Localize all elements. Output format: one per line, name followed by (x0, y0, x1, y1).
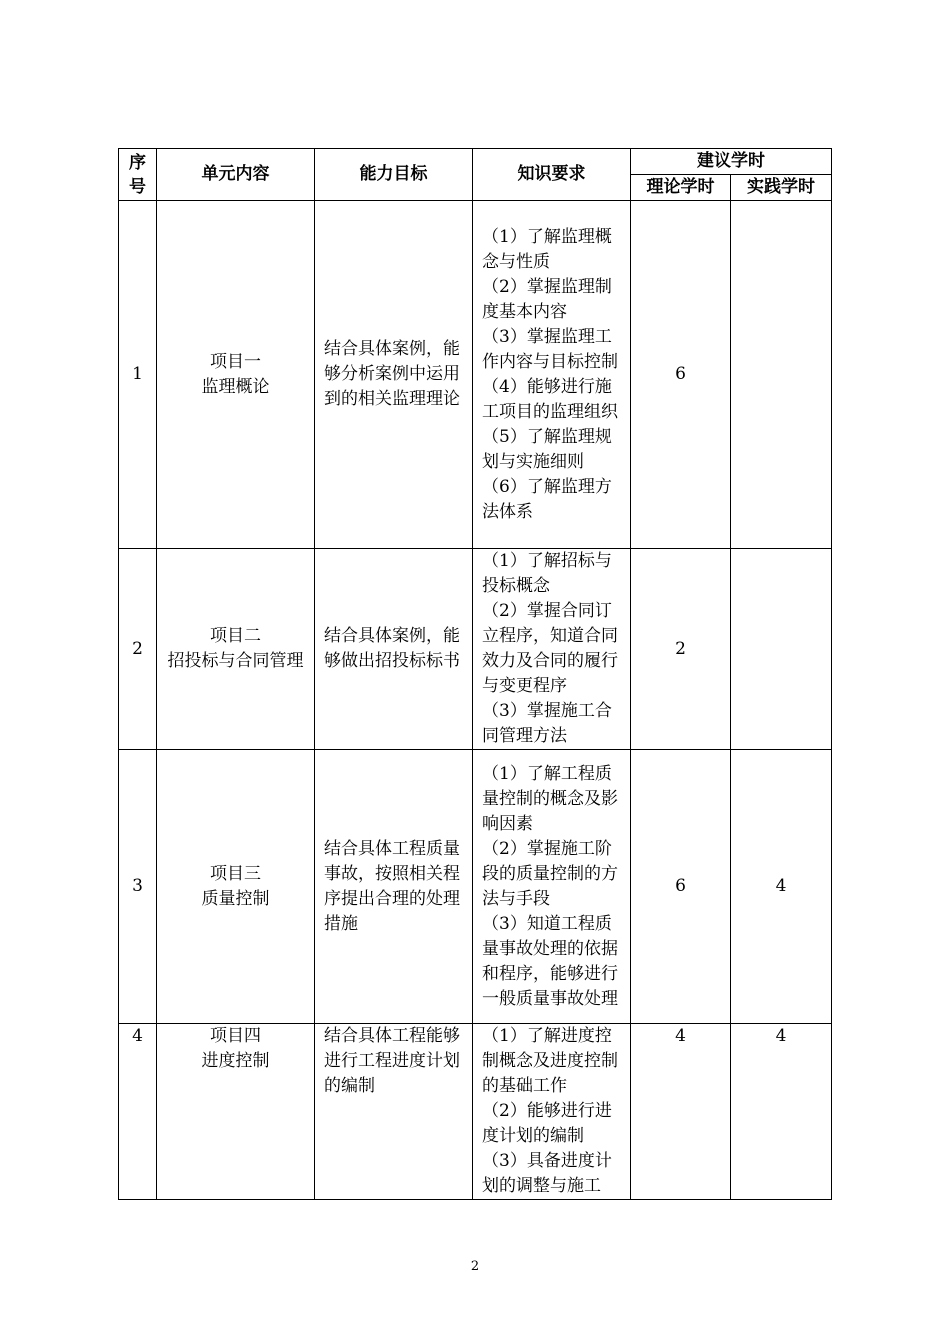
row-seq: 2 (119, 549, 157, 750)
header-seq: 序号 (119, 149, 157, 201)
header-theory: 理论学时 (631, 175, 731, 201)
row-theory-hours: 2 (631, 549, 731, 750)
row-unit: 项目三 质量控制 (157, 750, 315, 1024)
row-practice-hours: 4 (731, 1024, 832, 1200)
row-seq: 3 (119, 750, 157, 1024)
header-practice: 实践学时 (731, 175, 832, 201)
row-knowledge: （1）了解进度控制概念及进度控制的基础工作 （2）能够进行进度计划的编制 （3）具备进度计划的调整与施工 (473, 1024, 631, 1200)
row-practice-hours (731, 201, 832, 549)
row-ability: 结合具体工程能够进行工程进度计划的编制 (315, 1024, 473, 1200)
row-seq: 1 (119, 201, 157, 549)
row-theory-hours: 6 (631, 750, 731, 1024)
header-knowledge: 知识要求 (473, 149, 631, 201)
row-practice-hours: 4 (731, 750, 832, 1024)
course-table (118, 148, 832, 1200)
row-practice-hours (731, 549, 832, 750)
table-row (119, 750, 832, 1024)
row-ability: 结合具体案例，能够分析案例中运用到的相关监理理论 (315, 201, 473, 549)
table-row (119, 549, 832, 750)
row-unit: 项目一 监理概论 (157, 201, 315, 549)
row-knowledge: （1）了解招标与投标概念 （2）掌握合同订立程序，知道合同效力及合同的履行与变更程序 （3）掌握施工合同管理方法 (473, 549, 631, 750)
row-seq: 4 (119, 1024, 157, 1200)
row-ability: 结合具体工程质量事故，按照相关程序提出合理的处理措施 (315, 750, 473, 1024)
row-knowledge: （1）了解监理概念与性质 （2）掌握监理制度基本内容 （3）掌握监理工作内容与目标控制 （4）能够进行施工项目的监理组织 （5）了解监理规划与实施细则 （6）了解监理方法体系 (473, 201, 631, 549)
row-knowledge: （1）了解工程质量控制的概念及影响因素 （2）掌握施工阶段的质量控制的方法与手段 （3）知道工程质量事故处理的依据和程序，能够进行一般质量事故处理 (473, 750, 631, 1024)
row-ability: 结合具体案例，能够做出招投标标书 (315, 549, 473, 750)
page-number: 2 (470, 1259, 480, 1274)
row-theory-hours: 4 (631, 1024, 731, 1200)
header-unit: 单元内容 (157, 149, 315, 201)
row-unit: 项目二 招投标与合同管理 (157, 549, 315, 750)
table-row (119, 1024, 832, 1200)
row-theory-hours: 6 (631, 201, 731, 549)
row-unit: 项目四 进度控制 (157, 1024, 315, 1200)
header-hours: 建议学时 (631, 149, 832, 175)
header-ability: 能力目标 (315, 149, 473, 201)
table-row (119, 201, 832, 549)
